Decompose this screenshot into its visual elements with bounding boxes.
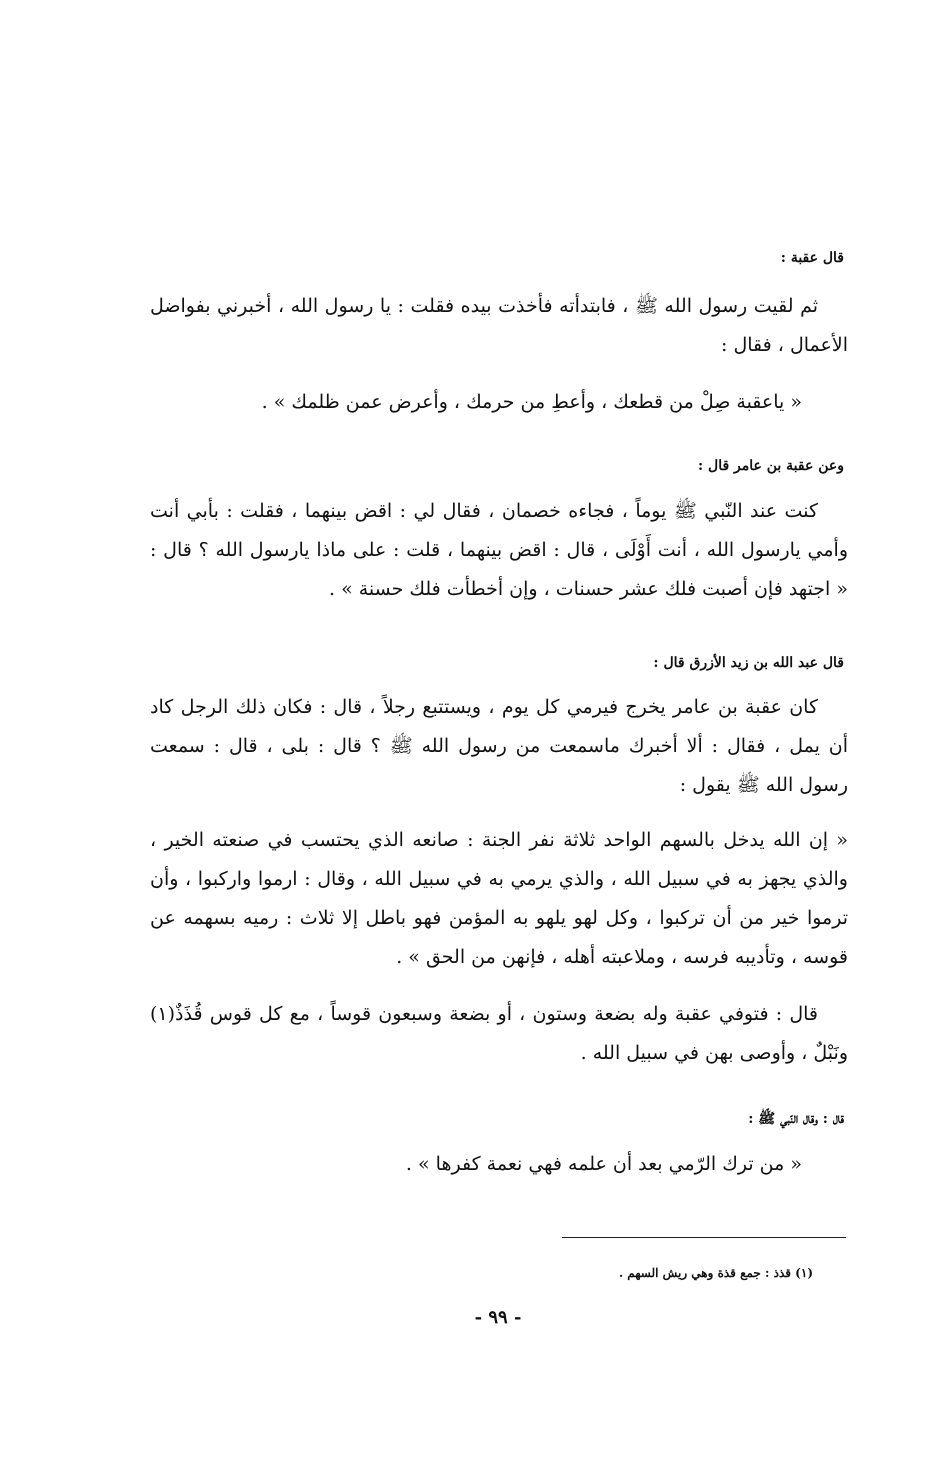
section-heading: قال عبد الله بن زيد الأزرق قال : (653, 655, 844, 671)
section-heading: قال عقبة : (780, 250, 844, 266)
section-heading: وعن عقبة بن عامر قال : (697, 458, 844, 474)
section-body (150, 688, 848, 805)
section-body (150, 492, 848, 609)
section-heading: قال : وقال النّبي ﷺ : (748, 1111, 844, 1127)
paragraph: كنت عند النّبي ﷺ يوماً ، فجاءه خصمان ، فقال لي : اقض بينهما ، فقلت : بأبي أنت وأمي يارسول الله ، أنت أَوْلَى ، قال : اقض بينهما ، قلت : على ماذا يارسول الله ؟ قال : « اجتهد فإن أصبت فلك عشر حسنات ، وإن أخطأت فلك حسنة » . (150, 500, 848, 600)
paragraph: ثم لقيت رسول الله ﷺ ، فابتدأته فأخذت بيده فقلت : يا رسول الله ، أخبرني بفواضل الأعمال ، فقال : (150, 295, 848, 356)
hadith-quote: « من ترك الرّمي بعد أن علمه فهي نعمة كفرها » . (405, 1153, 802, 1175)
hadith-quote-block (150, 383, 848, 422)
paragraph: قال : فتوفي عقبة وله بضعة وستون ، أو بضعة وسبعون قوساً ، مع كل قوس قُذَذٌ(١) ونَبْلٌ ، وأوصى بهن في سبيل الله . (150, 1003, 848, 1064)
section-body (150, 995, 848, 1073)
footnote-divider (562, 1237, 846, 1238)
footnote: (١) قذذ : جمع قذة وهي ريش السهم . (618, 1266, 813, 1280)
hadith-quote-block (150, 1145, 848, 1184)
hadith-quote: « ياعقبة صِلْ من قطعك ، وأعطِ من حرمك ، وأعرض عمن ظلمك » . (261, 391, 802, 413)
hadith-quote: « إن الله يدخل بالسهم الواحد ثلاثة نفر الجنة : صانعه الذي يحتسب في صنعته الخير ، والذي يجهز به في سبيل الله ، والذي يرمي به في سبيل الله ، وقال : ارموا واركبوا ، وأن ترموا خير من أن تركبوا ، وكل لهو يلهو به المؤمن فهو باطل إلا ثلاث : رميه بسهمه عن قوسه ، وتأديبه فرسه ، وملاعبته أهله ، فإنهن من الحق » . (150, 829, 848, 968)
page-number: - ٩٩ - (474, 1307, 522, 1328)
hadith-quote-block (150, 821, 848, 977)
section-body (150, 287, 848, 365)
paragraph: كان عقبة بن عامر يخرج فيرمي كل يوم ، ويستتبع رجلاً ، قال : فكان ذلك الرجل كاد أن يمل ، فقال : ألا أخبرك ماسمعت من رسول الله ﷺ ؟ قال : بلى ، قال : سمعت رسول الله ﷺ يقول : (150, 696, 848, 796)
